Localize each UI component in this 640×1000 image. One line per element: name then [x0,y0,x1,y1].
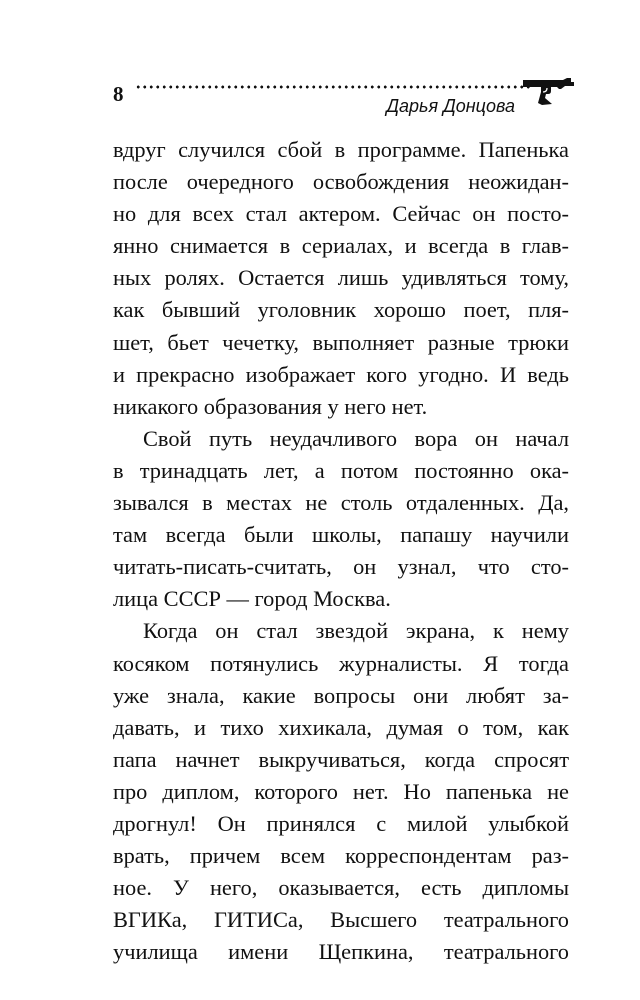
text-line: янно снимается в сериалах, и всегда в глав- [113,233,569,259]
text-line: ВГИКа, ГИТИСа, Высшего театрального [113,907,569,933]
text-line: дрогнул! Он принялся с милой улыбкой [113,810,569,836]
page-number: 8 [113,82,124,106]
paragraph [113,615,569,968]
text-line: врать, причем всем корреспондентам раз- [113,843,569,869]
text-line: в тринадцать лет, а потом постоянно ока- [113,457,569,483]
text-line: зывался в местах не столь отдаленных. Да, [113,490,569,516]
text-line: давать, и тихо хихикала, думая о том, как [113,714,569,740]
text-line: шет, бьет чечетку, выполняет разные трюки [113,329,569,355]
text-line: Когда он стал звездой экрана, к нему [143,618,569,644]
text-line: училища имени Щепкина, театрального [113,939,569,965]
pistol-icon [521,76,575,106]
text-line: читать-писать-считать, он узнал, что сто- [113,554,569,580]
text-line: и прекрасно изображает кого угодно. И ведь [113,361,569,387]
text-line: никакого образования у него нет. [113,393,428,419]
body-text [113,134,569,968]
text-line: папа начнет выкручиваться, когда спросят [113,746,569,772]
text-line: ное. У него, оказывается, есть дипломы [113,875,569,901]
text-line: как бывший уголовник хорошо поет, пля- [113,297,569,323]
text-line: там всегда были школы, папашу научили [113,522,569,548]
paragraph [113,423,569,616]
text-line: про диплом, которого нет. Но папенька не [113,778,569,804]
text-line: Свой путь неудачливого вора он начал [143,425,569,451]
text-line: уже знала, какие вопросы они любят за- [113,682,569,708]
text-line: ных ролях. Остается лишь удивляться тому, [113,265,569,291]
author-name: Дарья Донцова [386,96,515,116]
text-line: но для всех стал актером. Сейчас он посто- [113,201,569,227]
running-header [113,78,573,118]
text-line: вдруг случился сбой в программе. Папенька [113,137,569,162]
text-line: после очередного освобождения неожидан- [113,169,569,195]
paragraph [113,134,569,423]
text-line: косяком потянулись журналисты. Я тогда [113,650,569,676]
text-line: лица СССР — город Москва. [113,586,391,612]
dot-leader [135,84,533,90]
